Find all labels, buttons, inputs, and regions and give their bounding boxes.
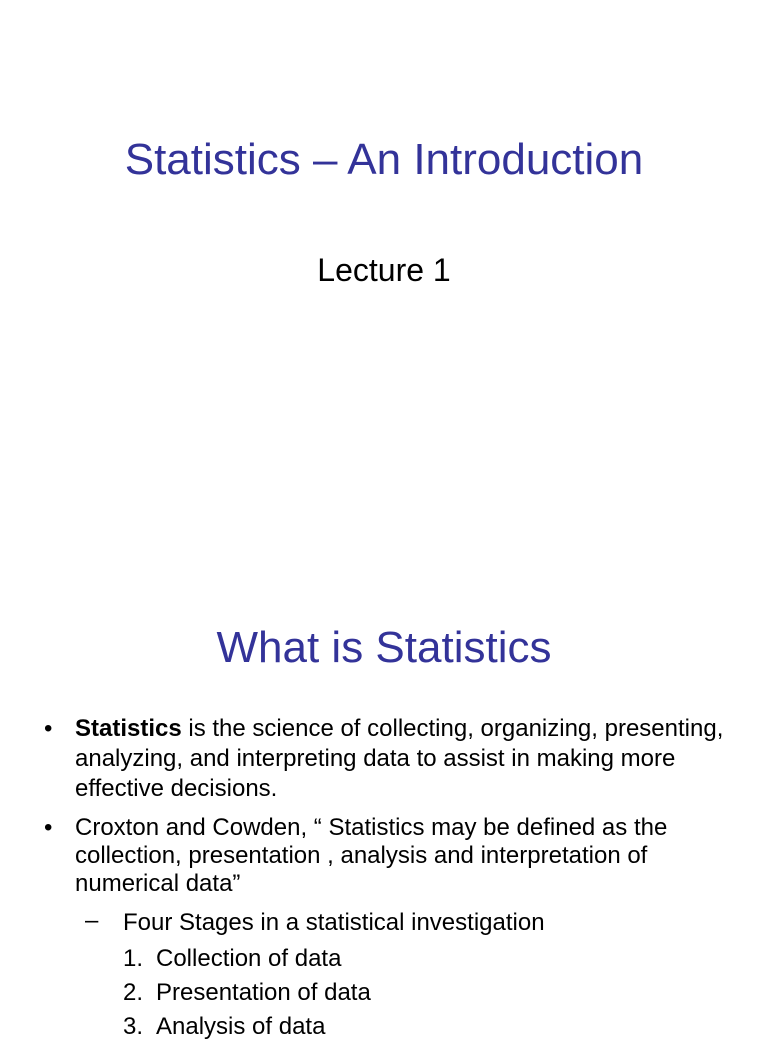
list-item — [123, 1010, 724, 1044]
bold-term: Statistics — [75, 715, 182, 742]
slide-1-title: Statistics – An Introduction — [124, 135, 644, 184]
bullet-croxton-cowden — [44, 814, 724, 898]
list-text: Presentation of data — [156, 979, 371, 1006]
list-number: 3. — [123, 1013, 144, 1040]
bullet-text: is the science of collecting, organizing, presenting, analyzing, and interpreting data to assist in making more effective decisions. — [75, 715, 724, 802]
sub-bullet-stages — [85, 907, 724, 938]
bullet-text: Croxton and Cowden, “ Statistics may be defined as the collection, presentation , analysis and interpretation of numerical data” — [75, 814, 668, 897]
list-item — [123, 942, 724, 976]
list-text: Analysis of data — [156, 1013, 326, 1040]
bullet-definition — [44, 714, 724, 804]
list-number: 2. — [123, 979, 144, 1006]
slide-1-subtitle: Lecture 1 — [317, 252, 451, 288]
slide-2-body — [44, 714, 724, 1044]
list-number: 1. — [123, 945, 144, 972]
bullet-marker: • — [44, 814, 53, 841]
stages-list — [123, 942, 724, 1044]
dash-marker: – — [85, 907, 99, 934]
list-item — [123, 976, 724, 1010]
slide-2-title: What is Statistics — [216, 623, 552, 672]
slide-what-is-statistics — [0, 576, 768, 1040]
sub-bullet-text: Four Stages in a statistical investigation — [123, 909, 545, 936]
bullet-marker: • — [44, 715, 53, 742]
list-text: Collection of data — [156, 945, 342, 972]
